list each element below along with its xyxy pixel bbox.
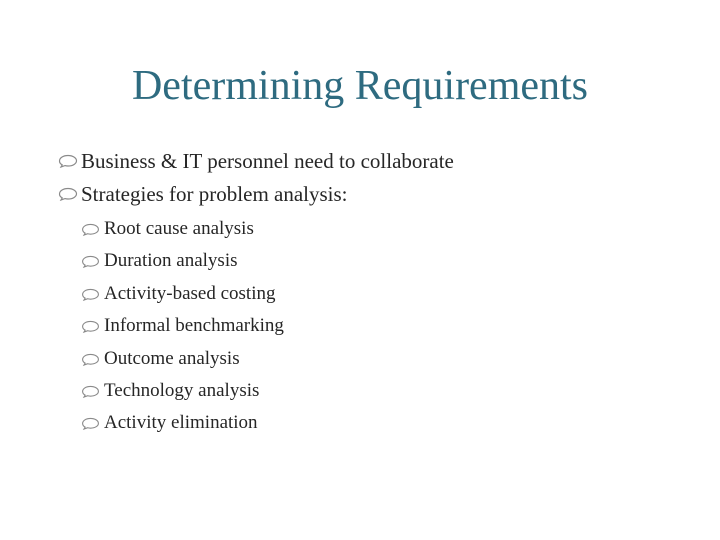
bullet-item (58, 146, 454, 176)
sub-bullet-item (80, 409, 258, 437)
bullet-text: Strategies for problem analysis: (81, 181, 348, 206)
speech-bubble-icon (80, 255, 101, 268)
sub-bullet-item (80, 215, 254, 243)
sub-bullet-item (80, 312, 284, 340)
speech-bubble-icon (80, 288, 101, 301)
sub-bullet-item (80, 247, 238, 275)
slide-title: Determining Requirements (131, 63, 589, 109)
sub-bullet-text: Activity elimination (104, 412, 258, 433)
sub-bullet-item (80, 345, 240, 373)
sub-bullet-text: Technology analysis (104, 380, 260, 401)
speech-bubble-icon (80, 353, 101, 366)
speech-bubble-icon (80, 320, 101, 333)
speech-bubble-icon (80, 385, 101, 398)
sub-bullet-text: Informal benchmarking (104, 315, 284, 336)
sub-bullet-text: Root cause analysis (104, 218, 254, 239)
bullet-text: Business & IT personnel need to collaborate (81, 148, 454, 173)
sub-bullet-text: Activity-based costing (104, 283, 276, 304)
speech-bubble-icon (58, 154, 78, 168)
speech-bubble-icon (80, 223, 101, 236)
speech-bubble-icon (80, 417, 101, 430)
sub-bullet-text: Outcome analysis (104, 348, 240, 369)
speech-bubble-icon (58, 187, 78, 201)
sub-bullet-item (80, 280, 276, 308)
bullet-item (58, 179, 348, 209)
sub-bullet-item (80, 377, 259, 405)
sub-bullet-text: Duration analysis (104, 250, 238, 271)
